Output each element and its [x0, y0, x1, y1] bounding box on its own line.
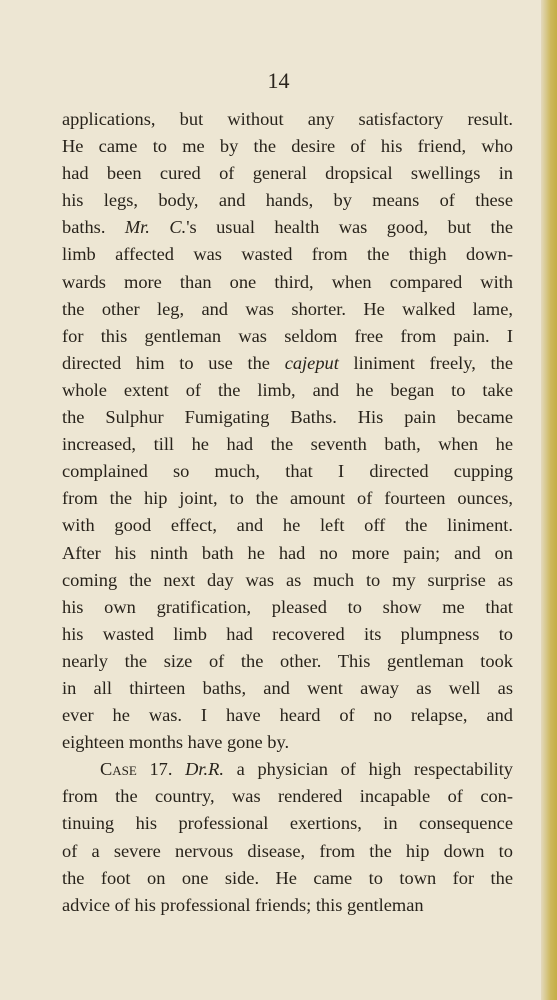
- text-line: for this gentleman was seldom free from pain. I: [62, 325, 513, 346]
- text-line: eighteen months have gone by.: [62, 732, 290, 753]
- text-line: ever he was. I have heard of no relapse, and: [62, 705, 513, 726]
- text-line: tinuing his professional exertions, in consequence: [62, 813, 513, 834]
- text-line: the foot on one side. He came to town for the: [62, 867, 513, 888]
- text-line: He came to me by the desire of his friend, who: [62, 136, 513, 157]
- text-line: his wasted limb had recovered its plumpness to: [62, 623, 513, 644]
- text-line: had been cured of general dropsical swellings in: [62, 163, 513, 184]
- text-line: his legs, body, and hands, by means of these: [62, 190, 513, 211]
- text-line: in all thirteen baths, and went away as well as: [62, 677, 513, 698]
- italic-text: cajeput: [284, 352, 339, 373]
- text-line: the other leg, and was shorter. He walked lame,: [62, 298, 513, 319]
- text-line: advice of his professional friends; this gentleman: [62, 894, 424, 915]
- text-line: increased, till he had the seventh bath, when he: [62, 434, 513, 455]
- text-line: After his ninth bath he had no more pain; and on: [62, 542, 513, 563]
- text-line: complained so much, that I directed cupping: [62, 461, 513, 482]
- page-number: 14: [267, 68, 290, 93]
- italic-text: Dr.R.: [185, 759, 224, 780]
- italic-text: Mr. C.: [124, 217, 187, 238]
- text-line: directed him to use the cajeput liniment freely, the: [62, 352, 514, 373]
- body-text: [62, 106, 513, 919]
- text-line: whole extent of the limb, and he began to take: [62, 379, 513, 400]
- text-line: with good effect, and he left off the liniment.: [62, 515, 513, 536]
- case-label: Case: [100, 759, 137, 780]
- text-line: baths. Mr. C.'s usual health was good, but the: [62, 217, 514, 238]
- page-edge: [541, 0, 557, 1000]
- text-line: wards more than one third, when compared with: [62, 271, 513, 292]
- paragraph: [62, 756, 513, 919]
- text-line: the Sulphur Fumigating Baths. His pain became: [62, 407, 513, 428]
- text-line: from the hip joint, to the amount of fourteen ounces,: [62, 488, 513, 509]
- text-line: of a severe nervous disease, from the hip down to: [62, 840, 513, 861]
- text-line: Case 17. Dr.R. a physician of high respectability: [100, 759, 514, 780]
- text-line: his own gratification, pleased to show me that: [62, 596, 513, 617]
- paragraph: [62, 106, 513, 756]
- text-line: nearly the size of the other. This gentleman took: [62, 650, 513, 671]
- text-line: coming the next day was as much to my surprise as: [62, 569, 513, 590]
- text-line: from the country, was rendered incapable of con-: [62, 786, 513, 807]
- text-line: applications, but without any satisfactory result.: [62, 109, 513, 129]
- text-line: limb affected was wasted from the thigh down-: [62, 244, 513, 265]
